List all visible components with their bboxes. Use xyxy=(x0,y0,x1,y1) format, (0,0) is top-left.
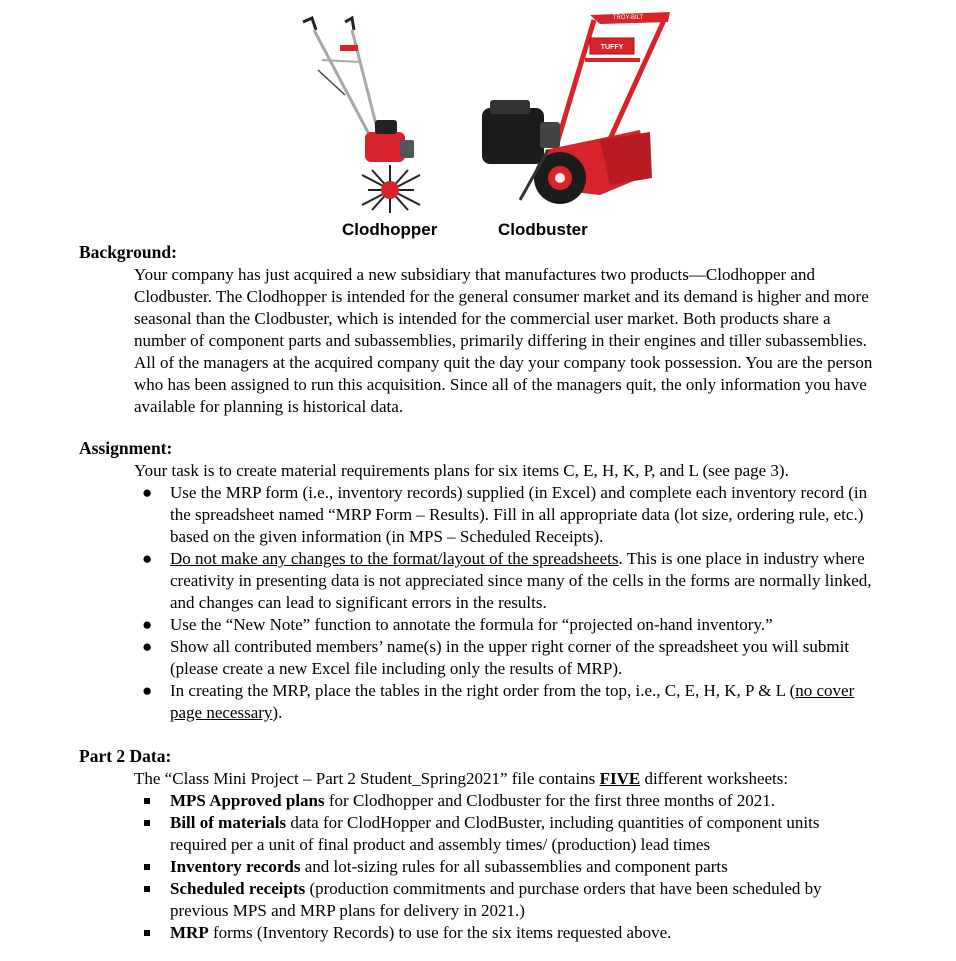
assignment-bullet-5-close: ). xyxy=(272,703,283,722)
assignment-bullet-2-rest: . This is one place in industry where creativity in presenting data is not appreciated since many of the cells in the forms are normally linked, and changes can lead to significant errors in the results. xyxy=(170,549,872,612)
assignment-bullet-5-main: In creating the MRP, place the tables in the right order from the top, i.e., C, E, H, K, P & L xyxy=(170,681,786,700)
list-item xyxy=(134,790,879,812)
square-bullet-icon xyxy=(144,798,150,804)
bullet-icon: ● xyxy=(142,549,153,568)
product-images xyxy=(0,0,956,215)
part2-bullet-list xyxy=(134,790,879,944)
background-text: Your company has just acquired a new subsidiary that manufactures two products—Clodhopper and Clodbuster. The Clodhopper is intended for the general consumer market and its demand is higher and more seasonal than the Clodbuster, which is intended for the commercial user market. Both products share a number of component parts and subassemblies, primarily differing in their engines and tiller subassemblies. All of the managers at the acquired company quit the day your company took possession. You are the person who has been assigned to run this acquisition. Since all of the managers quit, the only information you have available for planning is historical data. xyxy=(134,265,873,416)
bullet-icon: ● xyxy=(142,637,153,656)
part2-item-3-bold: Inventory records xyxy=(170,857,301,876)
assignment-bullet-5-underlined: no cover page necessary xyxy=(170,681,855,722)
part2-item-3-rest: and lot-sizing rules for all subassemblies and component parts xyxy=(300,857,728,876)
clodbuster-badge-brand: TROY-BILT xyxy=(612,15,644,21)
list-item xyxy=(134,922,879,944)
part2-heading: Part 2 Data: xyxy=(79,746,172,766)
square-bullet-icon xyxy=(144,820,150,826)
background-heading: Background: xyxy=(79,242,177,262)
list-item xyxy=(134,614,879,636)
assignment-bullet-3: Use the “New Note” function to annotate the formula for “projected on-hand inventory.” xyxy=(170,615,773,634)
part2-item-4-rest: (production commitments and purchase orders that have been scheduled by previous MPS and MRP plans for delivery in 2021.) xyxy=(170,879,822,920)
part2-item-1-bold: MPS Approved plans xyxy=(170,791,325,810)
clodbuster-tiller-image xyxy=(482,12,670,204)
clodhopper-tiller-image xyxy=(303,18,420,213)
square-bullet-icon xyxy=(144,930,150,936)
part2-intro-a: The “Class Mini Project – Part 2 Student_Spring2021” file contains xyxy=(134,769,600,788)
part2-intro-five: FIVE xyxy=(599,769,641,788)
part2-item-2-rest: data for ClodHopper and ClodBuster, including quantities of component units required per a unit of final product and assembly times/ (production) lead times xyxy=(170,813,820,854)
part2-item-5-rest: forms (Inventory Records) to use for the six items requested above. xyxy=(208,923,672,942)
assignment-heading: Assignment: xyxy=(79,438,173,458)
part2-item-1-rest: for Clodhopper and Clodbuster for the first three months of 2021. xyxy=(324,791,776,810)
list-item xyxy=(134,680,879,724)
part2-item-2-bold: Bill of materials xyxy=(170,813,287,832)
assignment-bullet-4: Show all contributed members’ name(s) in the upper right corner of the spreadsheet you will submit (please create a new Excel file including only the results of MRP). xyxy=(170,637,850,678)
assignment-bullet-5-open: ( xyxy=(789,681,796,700)
assignment-bullet-1: Use the MRP form (i.e., inventory records) supplied (in Excel) and complete each inventory record (in the spreadsheet named “MRP Form – Results). Fill in all appropriate data (lot size, ordering rule, etc.) based on the given information (in MPS – Scheduled Receipts). xyxy=(170,483,868,546)
bullet-icon: ● xyxy=(142,615,153,634)
list-item xyxy=(134,878,879,922)
clodbuster-badge-tuffy: TUFFY xyxy=(600,44,624,51)
assignment-bullet-list xyxy=(134,482,879,724)
caption-clodhopper: Clodhopper xyxy=(342,220,438,239)
part2-intro xyxy=(134,768,879,790)
part2-item-4-bold: Scheduled receipts xyxy=(170,879,306,898)
list-item xyxy=(134,856,879,878)
background-paragraph xyxy=(134,264,879,418)
list-item xyxy=(134,548,879,614)
bullet-icon: ● xyxy=(142,681,153,700)
list-item xyxy=(134,482,879,548)
part2-intro-c: different worksheets: xyxy=(640,769,789,788)
square-bullet-icon xyxy=(144,886,150,892)
caption-clodbuster: Clodbuster xyxy=(498,220,588,239)
part2-item-5-bold: MRP xyxy=(170,923,209,942)
assignment-bullet-2-underlined: Do not make any changes to the format/layout of the spreadsheets xyxy=(170,549,619,568)
square-bullet-icon xyxy=(144,864,150,870)
assignment-intro: Your task is to create material requirements plans for six items C, E, H, K, P, and L (see page 3). xyxy=(134,461,789,480)
bullet-icon: ● xyxy=(142,483,153,502)
list-item xyxy=(134,636,879,680)
list-item xyxy=(134,812,879,856)
product-images-svg xyxy=(0,0,956,215)
